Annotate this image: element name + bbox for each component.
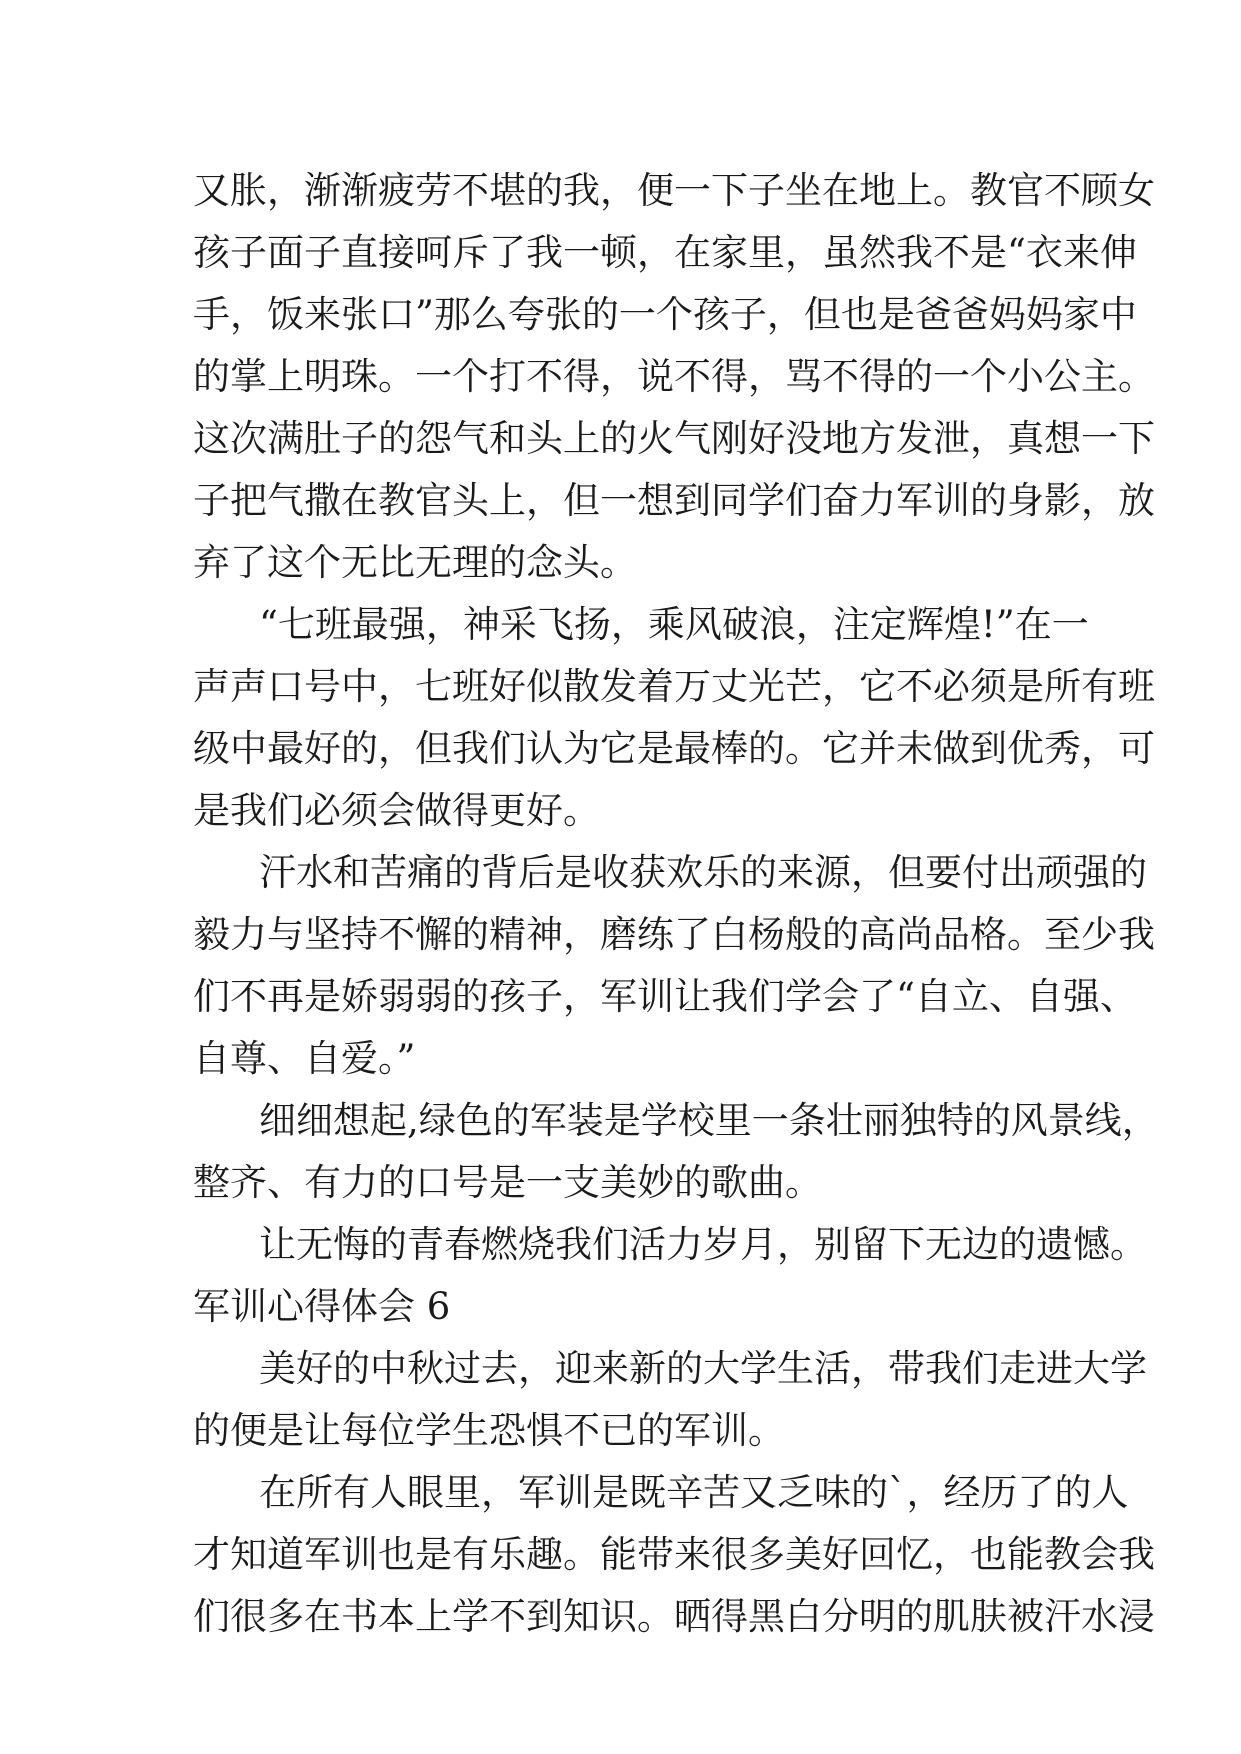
text-line: 自尊、自爱。” bbox=[193, 1037, 416, 1080]
text-line: 是我们必须会做得更好。 bbox=[193, 789, 600, 832]
paragraph-start-line: “七班最强，神采飞扬，乘风破浪，注定辉煌!”在一 bbox=[259, 603, 1089, 646]
text-line: 这次满肚子的怨气和头上的火气刚好没地方发泄，真想一下 bbox=[193, 417, 1155, 460]
text-line: 孩子面子直接呵斥了我一顿，在家里，虽然我不是“衣来伸 bbox=[193, 231, 1137, 274]
document-body bbox=[193, 160, 1159, 1648]
text-line: 弃了这个无比无理的念头。 bbox=[193, 541, 637, 584]
text-line: 毅力与坚持不懈的精神，磨练了白杨般的高尚品格。至少我 bbox=[193, 913, 1155, 956]
text-line: 整齐、有力的口号是一支美妙的歌曲。 bbox=[193, 1161, 822, 1204]
text-line: 声声口号中，七班好似散发着万丈光芒，它不必须是所有班 bbox=[193, 665, 1155, 708]
paragraph-start-line: 细细想起,绿色的军装是学校里一条壮丽独特的风景线， bbox=[259, 1099, 1159, 1142]
text-line: 的掌上明珠。一个打不得，说不得，骂不得的一个小公主。 bbox=[193, 355, 1155, 398]
paragraph-start-line: 在所有人眼里，军训是既辛苦又乏味的`，经历了的人 bbox=[259, 1471, 1129, 1514]
text-line: 才知道军训也是有乐趣。能带来很多美好回忆，也能教会我 bbox=[193, 1533, 1155, 1576]
paragraph-start-line: 让无悔的青春燃烧我们活力岁月，别留下无边的遗憾。 bbox=[259, 1223, 1147, 1266]
text-line: 手，饭来张口”那么夸张的一个孩子，但也是爸爸妈妈家中 bbox=[193, 293, 1137, 336]
text-line: 们很多在书本上学不到知识。晒得黑白分明的肌肤被汗水浸 bbox=[193, 1595, 1155, 1638]
text-line: 们不再是娇弱弱的孩子，军训让我们学会了“自立、自强、 bbox=[193, 975, 1137, 1018]
section-heading: 军训心得体会 6 bbox=[193, 1285, 451, 1328]
text-line: 级中最好的，但我们认为它是最棒的。它并未做到优秀，可 bbox=[193, 727, 1155, 770]
paragraph-start-line: 美好的中秋过去，迎来新的大学生活，带我们走进大学 bbox=[259, 1347, 1147, 1390]
paragraph-start-line: 汗水和苦痛的背后是收获欢乐的来源，但要付出顽强的 bbox=[259, 851, 1147, 894]
text-line: 的便是让每位学生恐惧不已的军训。 bbox=[193, 1409, 785, 1452]
text-line: 又胀，渐渐疲劳不堪的我，便一下子坐在地上。教官不顾女 bbox=[193, 169, 1155, 212]
text-line: 子把气撒在教官头上，但一想到同学们奋力军训的身影，放 bbox=[193, 479, 1155, 522]
